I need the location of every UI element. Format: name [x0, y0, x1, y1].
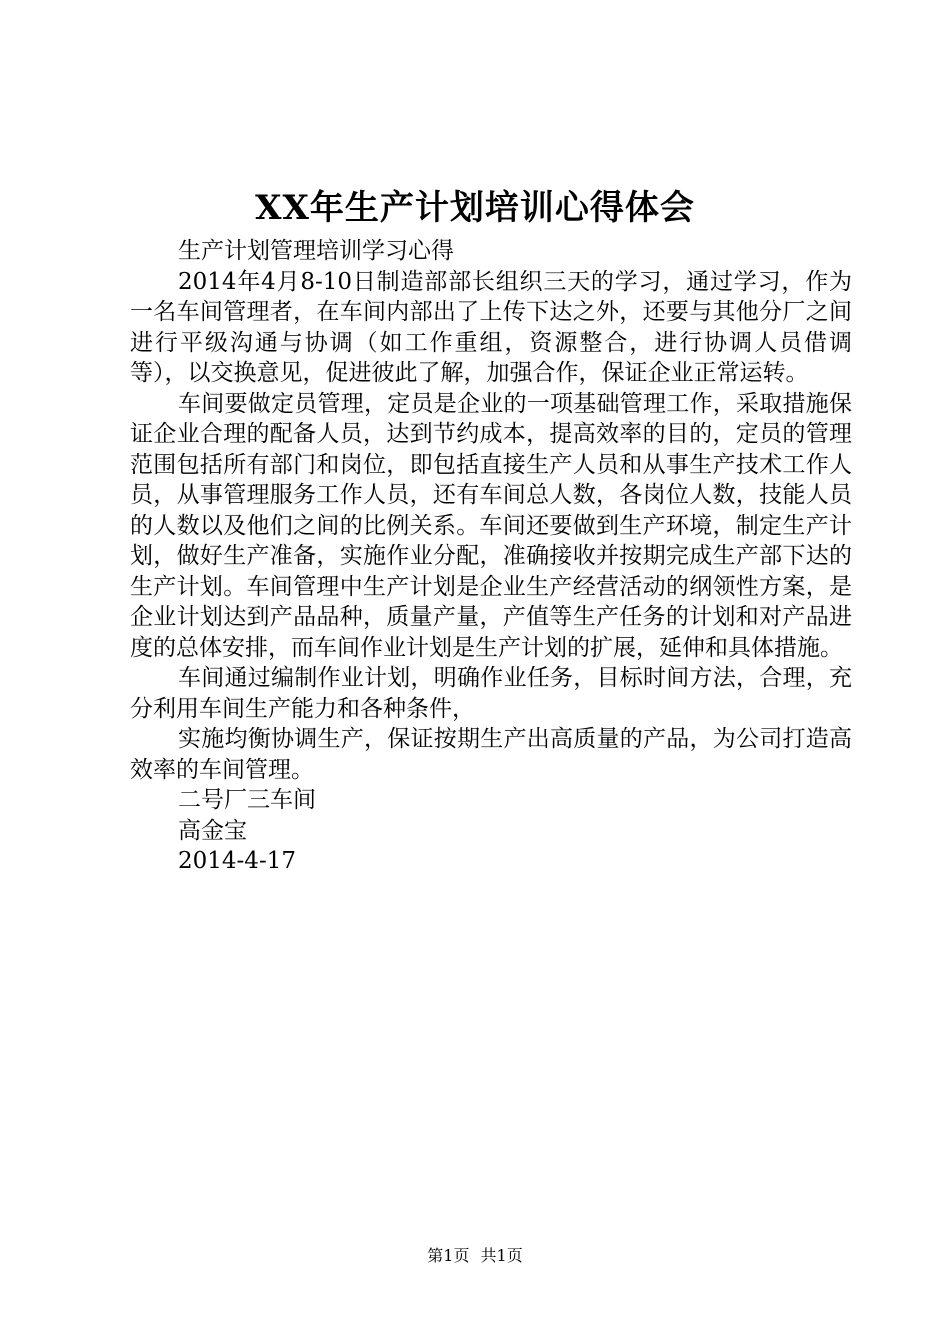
signature-date: 2014-4-17 [178, 848, 296, 874]
page-footer [0, 1246, 950, 1266]
document-title: XX年生产计划培训心得体会 [255, 188, 695, 228]
signature-department: 二号厂三车间 [178, 787, 316, 813]
signature-name: 高金宝 [178, 817, 247, 844]
page-number: 第1页 [427, 1246, 470, 1265]
document-subtitle: 生产计划管理培训学习心得 [178, 238, 454, 264]
paragraph-4: 实施均衡协调生产，保证按期生产出高质量的产品，为公司打造高效率的车间管理。 [130, 726, 852, 783]
document-body [130, 236, 852, 877]
paragraph-3: 车间通过编制作业计划，明确作业任务，目标时间方法，合理，充分利用车间生产能力和各种条件， [130, 665, 852, 722]
page-total: 共1页 [480, 1246, 523, 1265]
paragraph-1: 2014年4月8-10日制造部部长组织三天的学习，通过学习，作为一名车间管理者，在车间内部出了上传下达之外，还要与其他分厂之间进行平级沟通与协调（如工作重组，资源整合，进行协调人员借调等），以交换意见，促进彼此了解，加强合作，保证企业正常运转。 [130, 268, 852, 386]
paragraph-2: 车间要做定员管理，定员是企业的一项基础管理工作，采取措施保证企业合理的配备人员，达到节约成本，提高效率的目的，定员的管理范围包括所有部门和岗位，即包括直接生产人员和从事生产技术工作人员，从事管理服务工作人员，还有车间总人数，各岗位人数，技能人员的人数以及他们之间的比例关系。车间还要做到生产环境，制定生产计划，做好生产准备，实施作业分配，准确接收并按期完成生产部下达的生产计划。车间管理中生产计划是企业生产经营活动的纲领性方案，是企业计划达到产品品种，质量产量，产值等生产任务的计划和对产品进度的总体安排，而车间作业计划是生产计划的扩展，延伸和具体措施。 [130, 390, 852, 661]
